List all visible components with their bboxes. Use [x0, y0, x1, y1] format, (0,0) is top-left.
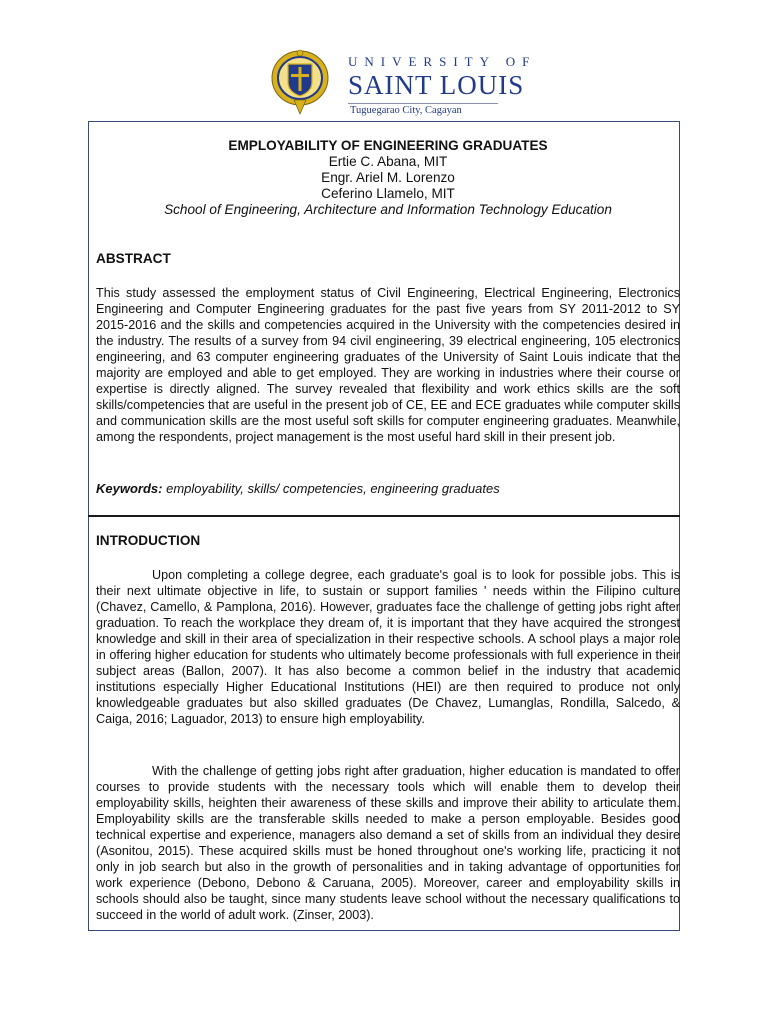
intro-paragraph-1: Upon completing a college degree, each graduate's goal is to look for possible jobs. This is their next ultimate objective in life, to sustain or support families ' needs within the Filipino culture (Chavez, Camello, & Pamplona, 2016). However, graduates face the challenge of getting jobs right after graduation. To reach the workplace they dream of, it is important that they have acquired the strongest knowledge and skill in their area of specialization in their respective schools. A school plays a major role in offering higher education for students who ultimately become professionals with full experience in their subject areas (Ballon, 2007). It has also become a common belief in the industry that academic institutions especially Higher Educational Institutions (HEI) are then required to produce not only knowledgeable graduates but also skilled graduates (De Chavez, Lumanglas, Rondilla, Salcedo, & Caiga, 2016; Laguador, 2013) to ensure high employability.	[96, 568, 680, 726]
author-2: Engr. Ariel M. Lorenzo	[321, 170, 455, 185]
header-rule	[348, 103, 498, 104]
university-of-text: UNIVERSITY OF	[348, 54, 537, 69]
intro-paragraph-2: With the challenge of getting jobs right after graduation, higher education is mandated to offer courses to provide students with the necessary tools which will enable them to develop their employability skills, heighten their awareness of these skills and improve their ability to articulate them. Employability skills are the transferable skills needed to make a person employable. Besides good technical expertise and experience, managers also demand a set of skills from an individual they desire (Asonitou, 2015). These acquired skills must be honed throughout one's working life, practicing it not only in job search but also in the growth of personalities and in taking advantage of opportunities for work experience (Debono, Debono & Caruana, 2005). Moreover, career and employability skills in schools should also be taught, since many students leave school without the necessary qualifications to succeed in the world of adult work. (Zinser, 2003).	[96, 764, 680, 922]
keywords-label: Keywords:	[96, 481, 163, 496]
university-name: SAINT LOUIS	[348, 70, 525, 100]
keywords-text: employability, skills/ competencies, engineering graduates	[166, 481, 500, 496]
abstract-heading: ABSTRACT	[96, 251, 171, 266]
author-1: Ertie C. Abana, MIT	[328, 154, 448, 169]
school-affiliation: School of Engineering, Architecture and Information Technology Education	[164, 202, 612, 217]
keywords-line	[96, 481, 500, 496]
introduction-heading: INTRODUCTION	[96, 533, 201, 548]
university-seal-icon	[268, 48, 332, 116]
author-3: Ceferino Llamelo, MIT	[321, 186, 455, 201]
university-location: Tuguegarao City, Cagayan	[350, 105, 462, 116]
title-block	[88, 138, 688, 218]
section-divider	[88, 515, 680, 517]
university-header	[268, 48, 537, 116]
abstract-text: This study assessed the employment status of Civil Engineering, Electrical Engineering, Electronics Engineering and Computer Engineering graduates for the past five years from SY 2011-2012 to SY 2015-2016 and the skills and competencies acquired in the University with the competencies desired in the industry. The results of a survey from 94 civil engineering, 39 electrical engineering, 105 electronics engineering, and 63 computer engineering graduates of the University of Saint Louis indicate that the majority are employed and able to get employed. They are working in industries where their course or expertise is directly aligned. The survey revealed that flexibility and work ethics skills are the soft skills/competencies that are useful in the present job of CE, EE and ECE graduates while computer skills and communication skills are the most useful soft skills for computer engineering graduates. Meanwhile, among the respondents, project management is the most useful hard skill in their present job.	[96, 286, 680, 444]
paper-title: EMPLOYABILITY OF ENGINEERING GRADUATES	[228, 138, 548, 153]
